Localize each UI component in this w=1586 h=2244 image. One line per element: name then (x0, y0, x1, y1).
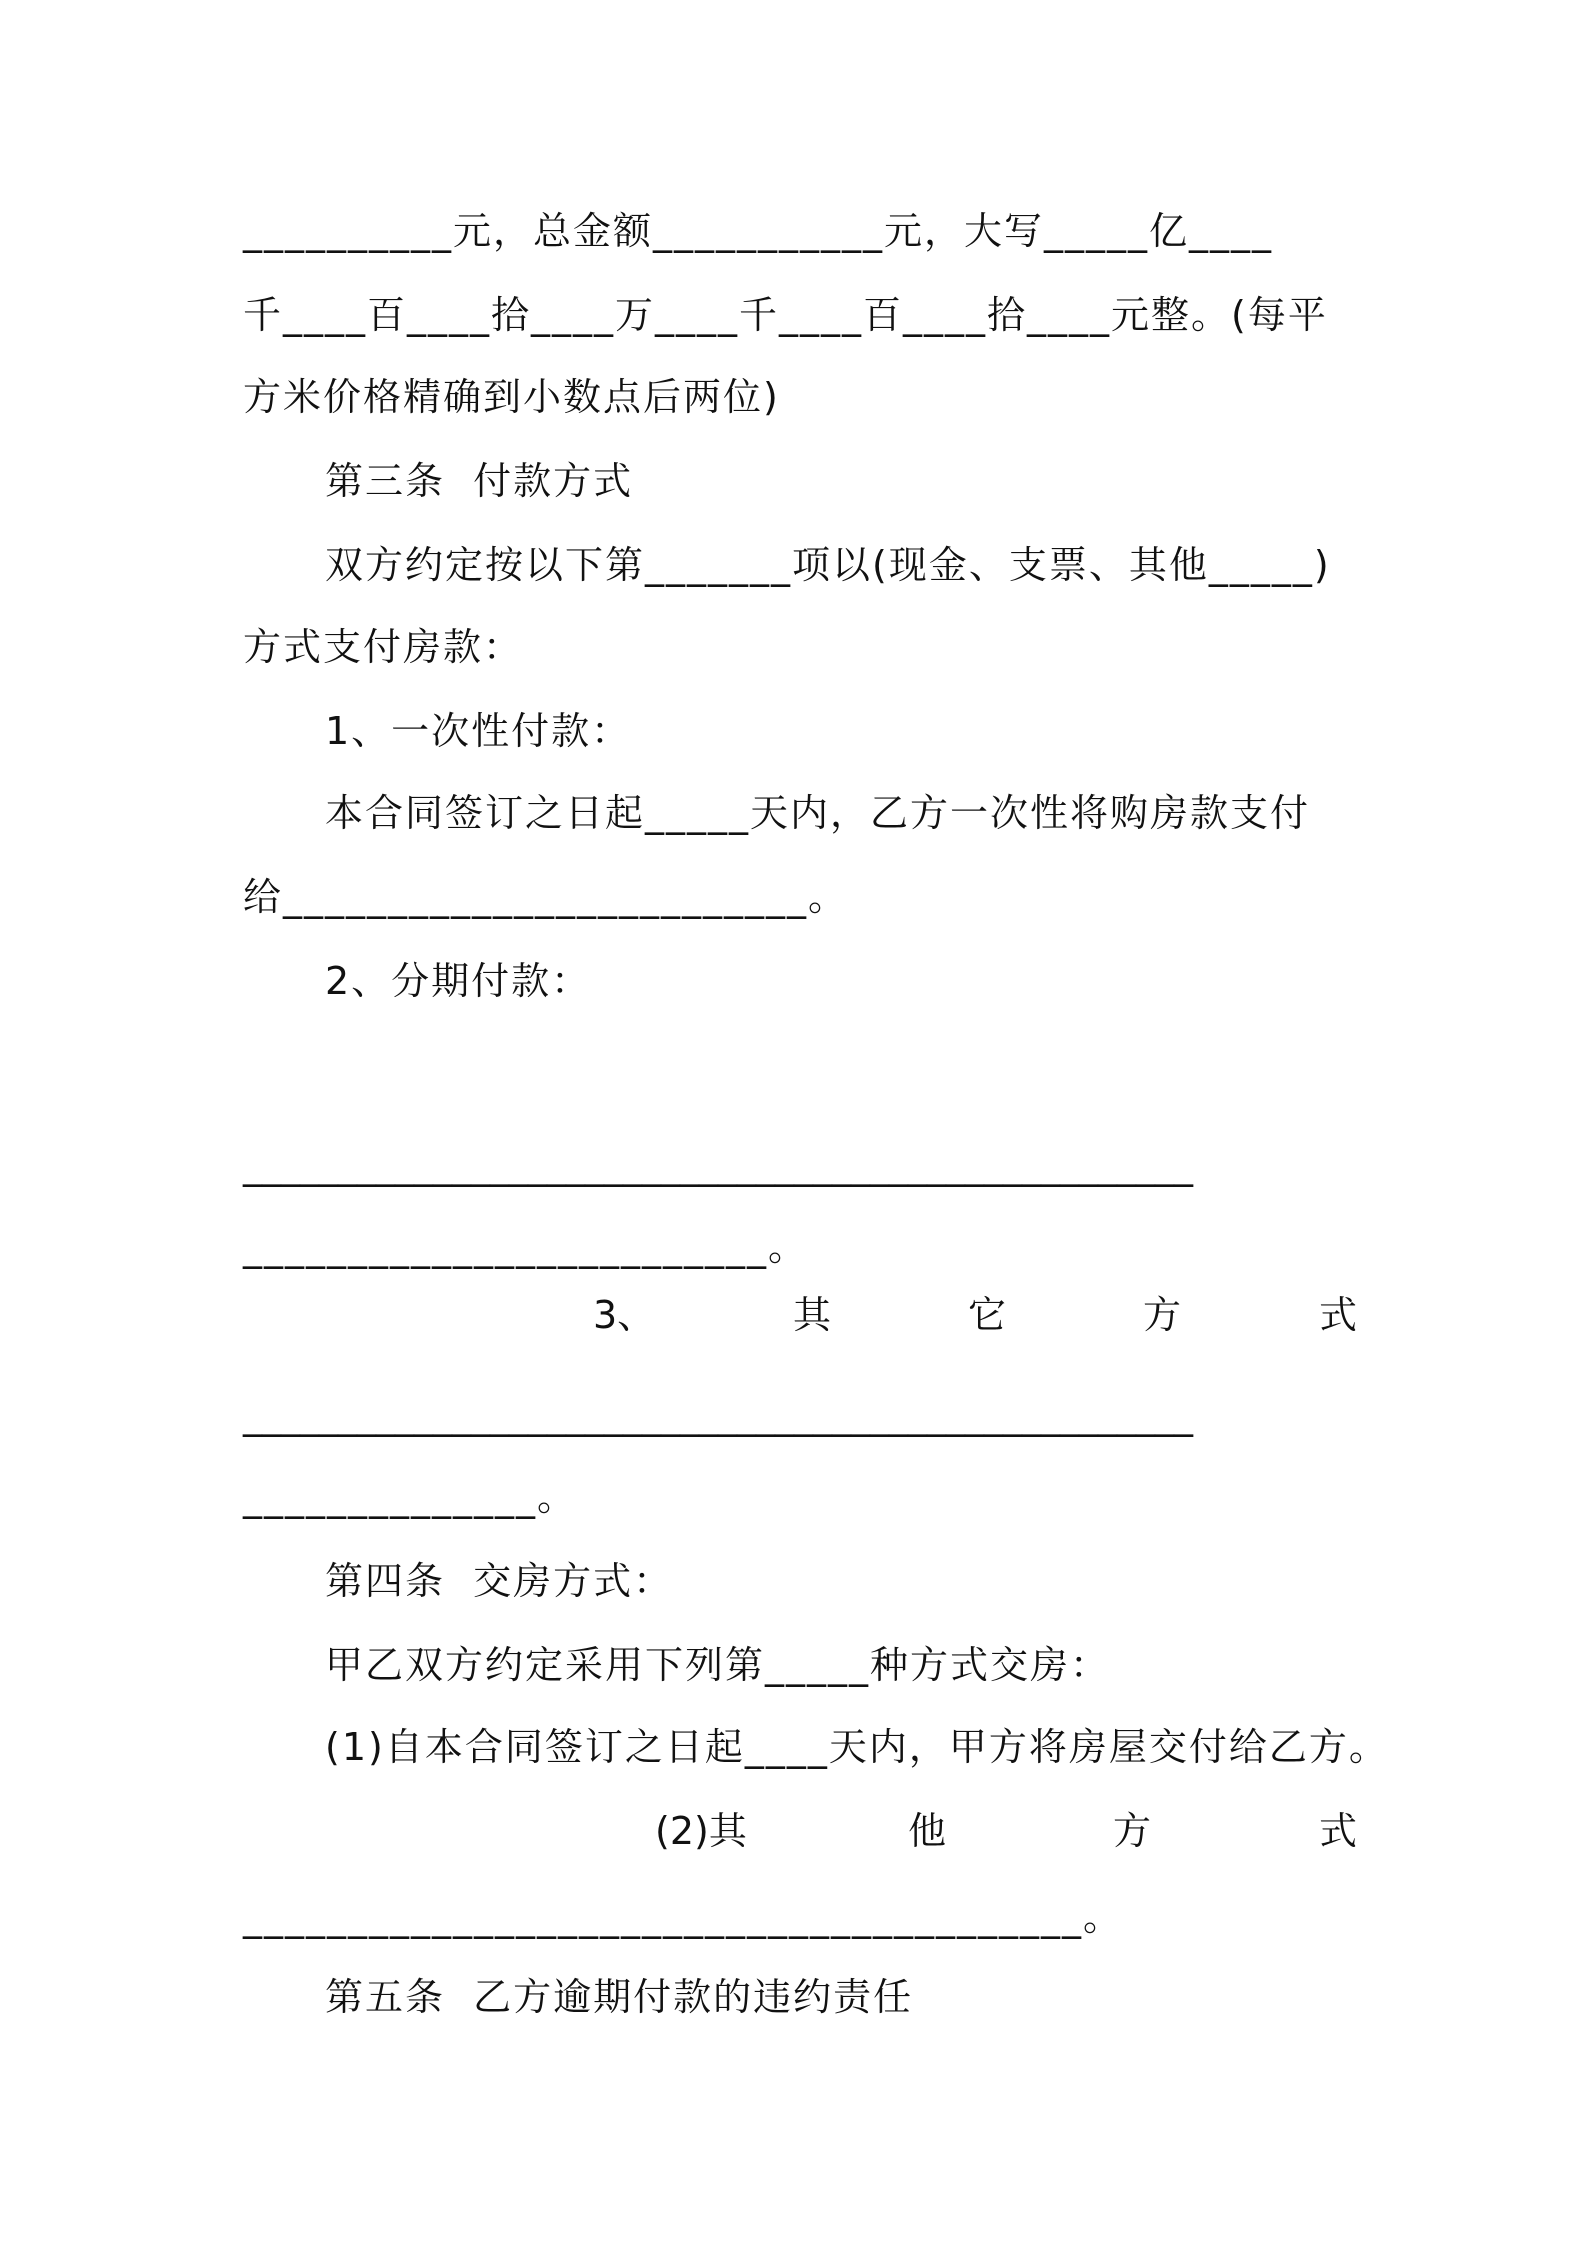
other-method-part: 3、 (593, 1293, 656, 1337)
article-3-heading: 第三条 付款方式 (325, 459, 634, 503)
other-delivery-part: 他 (908, 1809, 947, 1853)
other-method-part: 方 (1143, 1293, 1182, 1337)
text-line: __________元，总金额___________元，大写_____亿____ (243, 209, 1274, 253)
blank-line: ________________________________________。 (243, 1895, 1124, 1939)
text-line: 方式支付房款： (243, 625, 524, 669)
text-line: 千____百____拾____万____千____百____拾____元整。(每平 (243, 293, 1328, 337)
text-line: 双方约定按以下第_______项以(现金、支票、其他_____) (325, 543, 1331, 587)
other-method-part: 其 (793, 1293, 832, 1337)
other-method-part: 式 (1319, 1293, 1358, 1337)
blank-line: __________________________________________________ (243, 1393, 1193, 1437)
text-line: (1)自本合同签订之日起____天内，甲方将房屋交付给乙方。 (325, 1725, 1389, 1769)
article-4-heading: 第四条 交房方式： (325, 1559, 674, 1603)
text-line: 1、一次性付款： (325, 709, 632, 753)
other-method-part: 它 (968, 1293, 1007, 1337)
text-line: 方米价格精确到小数点后两位) (243, 375, 780, 419)
blank-line: __________________________________________________ (243, 1143, 1193, 1187)
text-line: 甲乙双方约定采用下列第_____种方式交房： (325, 1643, 1111, 1687)
other-delivery-part: 方 (1113, 1809, 1152, 1853)
blank-line: _________________________。 (243, 1225, 809, 1269)
blank-line: ______________。 (243, 1475, 578, 1519)
text-line: 给_________________________。 (243, 875, 849, 919)
text-line: 本合同签订之日起_____天内，乙方一次性将购房款支付 (325, 791, 1311, 835)
text-line: 2、分期付款： (325, 959, 592, 1003)
other-method-row (243, 1290, 1363, 1340)
article-5-heading: 第五条 乙方逾期付款的违约责任 (325, 1975, 914, 2019)
other-delivery-part: 式 (1319, 1809, 1358, 1853)
other-delivery-part: (2)其 (655, 1809, 747, 1853)
other-delivery-row (243, 1806, 1363, 1856)
